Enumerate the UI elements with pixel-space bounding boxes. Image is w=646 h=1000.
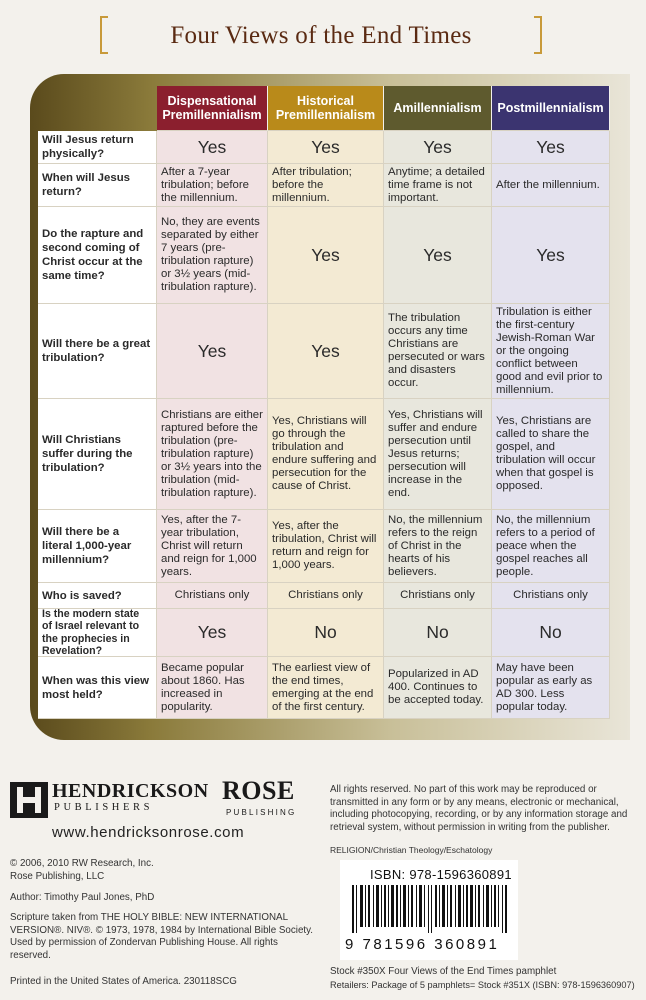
answer-postmillennialism: Yes	[492, 131, 610, 164]
row-question: Will there be a literal 1,000-year millennium?	[38, 510, 157, 583]
rights-line: transmitted in any form or by any means, electronic or mechanical,	[330, 796, 619, 808]
header-postmillennialism: Postmillennialism	[492, 86, 610, 131]
answer-amillennialism: Yes, Christians will suffer and endure persecution until Jesus returns; persecution will increase in the end.	[384, 399, 492, 510]
answer-historical: Yes	[268, 131, 384, 164]
answer-amillennialism: Popularized in AD 400. Continues to be accepted today.	[384, 657, 492, 719]
stock-line: Stock #350X Four Views of the End Times pamphlet	[330, 966, 557, 977]
answer-dispensational: Yes, after the 7-year tribulation, Christ will return and reign for 1,000 years.	[157, 510, 268, 583]
answer-amillennialism: No, the millennium refers to the reign of Christ in the hearts of his believers.	[384, 510, 492, 583]
header-amillennialism: Amillennialism	[384, 86, 492, 131]
answer-postmillennialism: Tribulation is either the first-century Jewish-Roman War or the ongoing conflict between good and evil prior to millennium.	[492, 304, 610, 399]
retailers-line: Retailers: Package of 5 pamphlets= Stock #351X (ISBN: 978-1596360907)	[330, 980, 635, 990]
scripture-line: reserved.	[10, 949, 51, 961]
answer-dispensational: Yes	[157, 304, 268, 399]
rights-line: All rights reserved. No part of this work may be reproduced or	[330, 784, 597, 795]
rights-block	[330, 784, 627, 834]
title-frame	[100, 16, 542, 56]
title-bracket-right	[534, 16, 542, 54]
barcode-icon	[352, 885, 512, 933]
rights-line: including photocopying, recording, or by any information storage and	[330, 809, 628, 820]
scripture-block	[10, 912, 313, 962]
answer-postmillennialism: Yes, Christians are called to share the gospel, and tribulation will occur when that gospel is opposed.	[492, 399, 610, 510]
category-line: RELIGION/Christian Theology/Eschatology	[330, 845, 493, 855]
answer-dispensational: After a 7-year tribulation; before the millennium.	[157, 164, 268, 207]
answer-postmillennialism: Yes	[492, 207, 610, 304]
rights-line: retrieval system, without permission in writing from the publisher.	[330, 821, 610, 833]
comparison-table	[38, 86, 610, 719]
row-question: When will Jesus return?	[38, 164, 157, 207]
copyright-line: Rose Publishing, LLC	[10, 870, 105, 882]
isbn-text: ISBN: 978-1596360891	[370, 867, 512, 882]
rose-logo	[222, 776, 295, 806]
website-link[interactable]: www.hendricksonrose.com	[52, 824, 245, 841]
answer-postmillennialism: After the millennium.	[492, 164, 610, 207]
author-line: Author: Timothy Paul Jones, PhD	[10, 892, 155, 903]
answer-amillennialism: Yes	[384, 131, 492, 164]
answer-postmillennialism: May have been popular as early as AD 300. Less popular today.	[492, 657, 610, 719]
answer-dispensational: No, they are events separated by either 7 years (pre-tribulation rapture) or 3½ years (mid-tribulation rapture).	[157, 207, 268, 304]
copyright-block	[10, 858, 154, 883]
hendrickson-logo-icon	[10, 782, 48, 818]
rose-logo-subtext: PUBLISHING	[226, 808, 297, 817]
answer-historical: No	[268, 609, 384, 657]
answer-amillennialism: Yes	[384, 207, 492, 304]
row-question: Will there be a great tribulation?	[38, 304, 157, 399]
copyright-line: © 2006, 2010 RW Research, Inc.	[10, 858, 154, 869]
header-dispensational: Dispensational Premillennialism	[157, 86, 268, 131]
row-question: When was this view most held?	[38, 657, 157, 719]
answer-amillennialism: No	[384, 609, 492, 657]
row-question: Is the modern state of Israel relevant to the prophecies in Revelation?	[38, 609, 157, 657]
hendrickson-logo-subtext: PUBLISHERS	[54, 802, 154, 813]
answer-historical: Christians only	[268, 583, 384, 609]
scripture-line: Used by permission of Zondervan Publishing House. All rights	[10, 937, 278, 948]
title-bracket-left	[100, 16, 108, 54]
row-question: Will Christians suffer during the tribulation?	[38, 399, 157, 510]
answer-postmillennialism: Christians only	[492, 583, 610, 609]
answer-dispensational: Became popular about 1860. Has increased in popularity.	[157, 657, 268, 719]
answer-dispensational: Christians are either raptured before the tribulation (pre-tribulation rapture) or 3½ years into the tribulation (mid-tribulation rapture).	[157, 399, 268, 510]
header-historical: Historical Premillennialism	[268, 86, 384, 131]
table-corner	[38, 86, 157, 131]
answer-historical: The earliest view of the end times, emerging at the end of the first century.	[268, 657, 384, 719]
answer-amillennialism: Christians only	[384, 583, 492, 609]
answer-amillennialism: Anytime; a detailed time frame is not important.	[384, 164, 492, 207]
answer-dispensational: Christians only	[157, 583, 268, 609]
answer-dispensational: Yes	[157, 609, 268, 657]
rose-logo-text: ROSE	[222, 776, 295, 805]
answer-amillennialism: The tribulation occurs any time Christians are persecuted or wars and disasters occur.	[384, 304, 492, 399]
barcode-number: 9 781596 360891	[345, 936, 500, 953]
hendrickson-logo-text: HENDRICKSON	[52, 780, 209, 802]
answer-postmillennialism: No	[492, 609, 610, 657]
answer-historical: Yes, after the tribulation, Christ will return and reign for 1,000 years.	[268, 510, 384, 583]
answer-postmillennialism: No, the millennium refers to a period of peace when the gospel reaches all people.	[492, 510, 610, 583]
scripture-line: VERSION®. NIV®. © 1973, 1978, 1984 by International Bible Society.	[10, 924, 314, 936]
scripture-line: Scripture taken from THE HOLY BIBLE: NEW INTERNATIONAL	[10, 912, 289, 923]
answer-dispensational: Yes	[157, 131, 268, 164]
answer-historical: Yes, Christians will go through the tribulation and endure suffering and persecution for the cause of Christ.	[268, 399, 384, 510]
row-question: Who is saved?	[38, 583, 157, 609]
page-title: Four Views of the End Times	[170, 22, 472, 49]
printed-line: Printed in the United States of America. 230118SCG	[10, 976, 237, 987]
row-question: Do the rapture and second coming of Christ occur at the same time?	[38, 207, 157, 304]
row-question: Will Jesus return physically?	[38, 131, 157, 164]
answer-historical: After tribulation; before the millennium.	[268, 164, 384, 207]
answer-historical: Yes	[268, 304, 384, 399]
answer-historical: Yes	[268, 207, 384, 304]
